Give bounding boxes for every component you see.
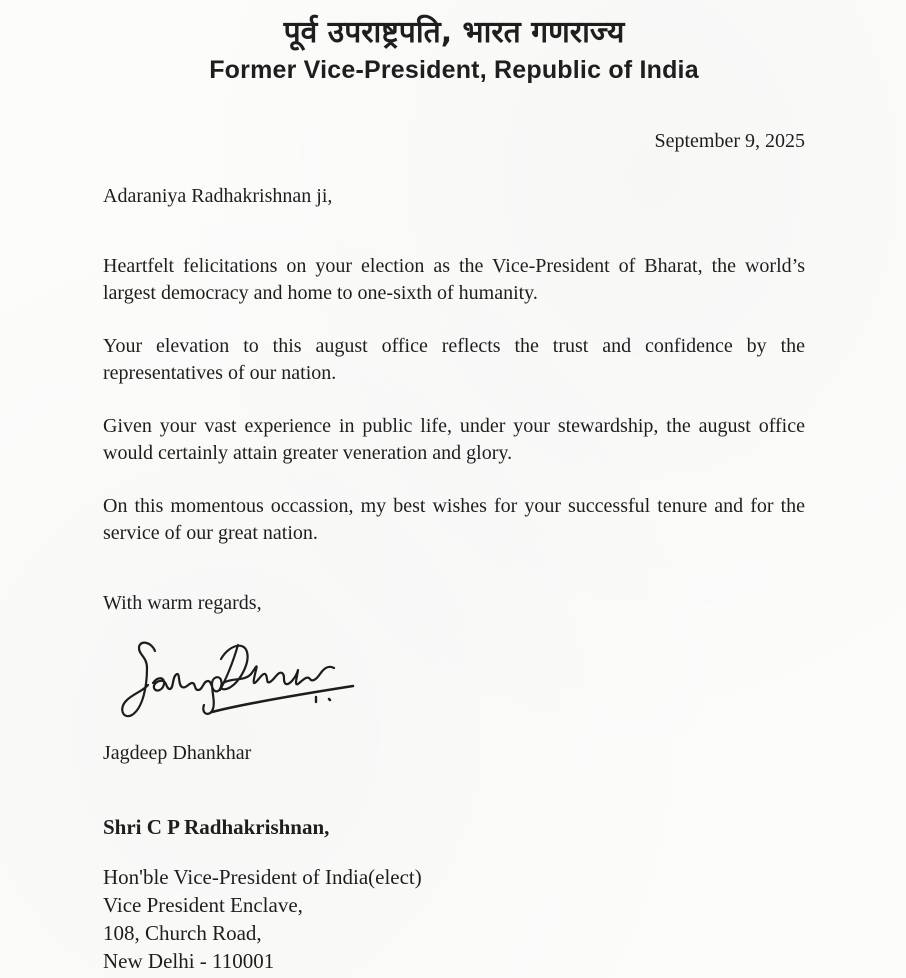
address-line-city: New Delhi - 110001 bbox=[103, 949, 275, 973]
salutation: Adaraniya Radhakrishnan ji, bbox=[103, 185, 333, 207]
recipient-name: Shri C P Radhakrishnan, bbox=[103, 815, 330, 839]
letterhead bbox=[103, 16, 805, 84]
letter-paragraph-2: Your elevation to this august office reflects the trust and confidence by the representatives of our nation. bbox=[103, 335, 805, 384]
closing-line: With warm regards, bbox=[103, 592, 262, 614]
signature-svg bbox=[117, 638, 367, 733]
recipient-address bbox=[103, 863, 805, 975]
address-line-designation: Hon'ble Vice-President of India(elect) bbox=[103, 865, 422, 889]
letter-paragraph-3: Given your vast experience in public life, under your stewardship, the august office would certainly attain greater veneration and glory. bbox=[103, 415, 805, 464]
address-line-street: 108, Church Road, bbox=[103, 921, 262, 945]
letterhead-hindi-title: पूर्व उपराष्ट्रपति, भारत गणराज्य bbox=[283, 15, 625, 50]
letterhead-english-title: Former Vice-President, Republic of India bbox=[209, 56, 699, 84]
address-line-building: Vice President Enclave, bbox=[103, 893, 303, 917]
letter-paragraph-4: On this momentous occassion, my best wishes for your successful tenure and for the service of our great nation. bbox=[103, 495, 805, 544]
signer-name: Jagdeep Dhankhar bbox=[103, 742, 252, 764]
letter-paragraph-1: Heartfelt felicitations on your election as the Vice-President of Bharat, the world’s largest democracy and home to one-sixth of humanity. bbox=[103, 255, 805, 304]
letter-date: September 9, 2025 bbox=[654, 130, 805, 152]
signature-image bbox=[117, 638, 805, 733]
